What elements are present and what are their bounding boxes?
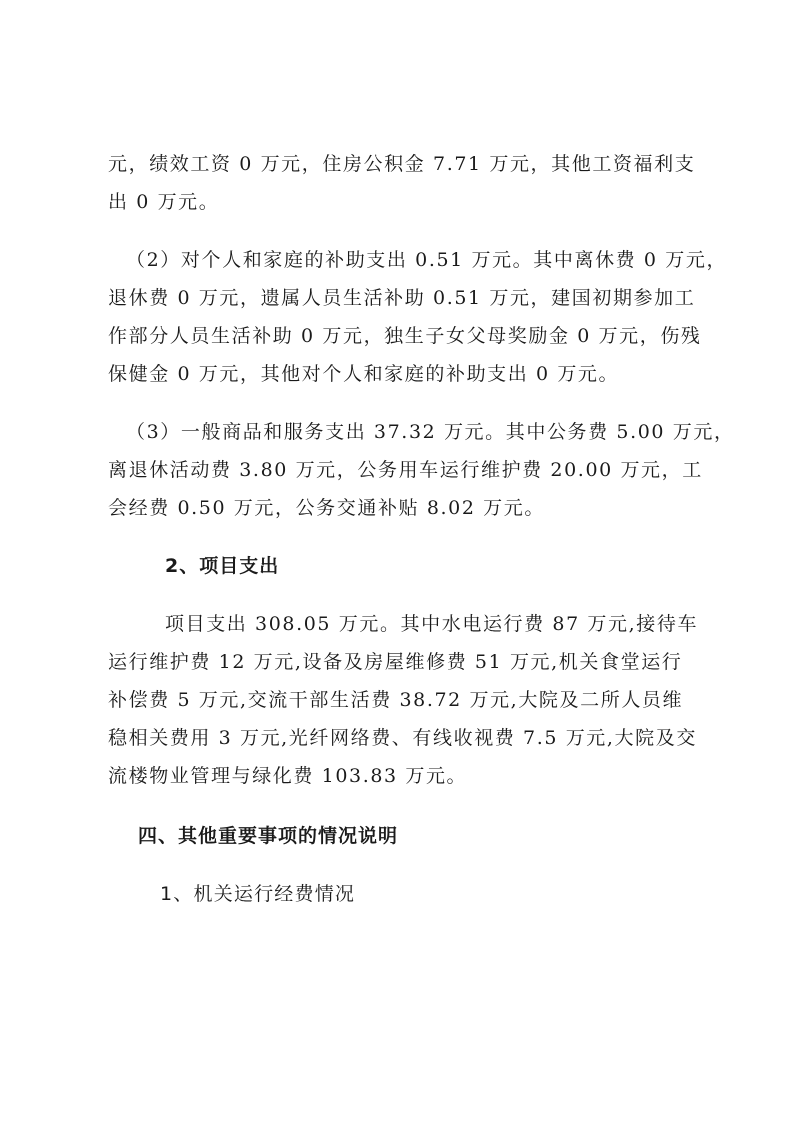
para2-line1: （2）对个人和家庭的补助支出 0.51 万元。其中离休费 0 万元，: [126, 249, 728, 271]
subheading-operating-costs: 1、机关运行经费情况: [160, 883, 356, 905]
para3-line2: 离退休活动费 3.80 万元，公务用车运行维护费 20.00 万元，工: [108, 459, 703, 481]
para4-line5: 流楼物业管理与绿化费 103.83 万元。: [108, 765, 468, 787]
para4-line1: 项目支出 308.05 万元。其中水电运行费 87 万元,接待车: [165, 613, 699, 635]
para4-line3: 补偿费 5 万元,交流干部生活费 38.72 万元,大院及二所人员维: [108, 689, 684, 711]
para1-line1: 元，绩效工资 0 万元，住房公积金 7.71 万元，其他工资福利支: [108, 153, 696, 175]
para2-line2: 退休费 0 万元，遗属人员生活补助 0.51 万元，建国初期参加工: [108, 287, 696, 309]
para4-line2: 运行维护费 12 万元,设备及房屋维修费 51 万元,机关食堂运行: [108, 651, 683, 673]
para2-line3: 作部分人员生活补助 0 万元，独生子女父母奖励金 0 万元，伤残: [108, 325, 702, 347]
para3-line1: （3）一般商品和服务支出 37.32 万元。其中公务费 5.00 万元，: [126, 421, 735, 443]
para1-line2: 出 0 万元。: [108, 191, 220, 213]
heading-project-expenditure: 2、项目支出: [165, 555, 280, 577]
para3-line3: 会经费 0.50 万元，公务交通补贴 8.02 万元。: [108, 497, 545, 519]
heading-section-four: 四、其他重要事项的情况说明: [138, 825, 399, 847]
para2-line4: 保健金 0 万元，其他对个人和家庭的补助支出 0 万元。: [108, 363, 620, 385]
para4-line4: 稳相关费用 3 万元,光纤网络费、有线收视费 7.5 万元,大院及交: [108, 727, 697, 749]
